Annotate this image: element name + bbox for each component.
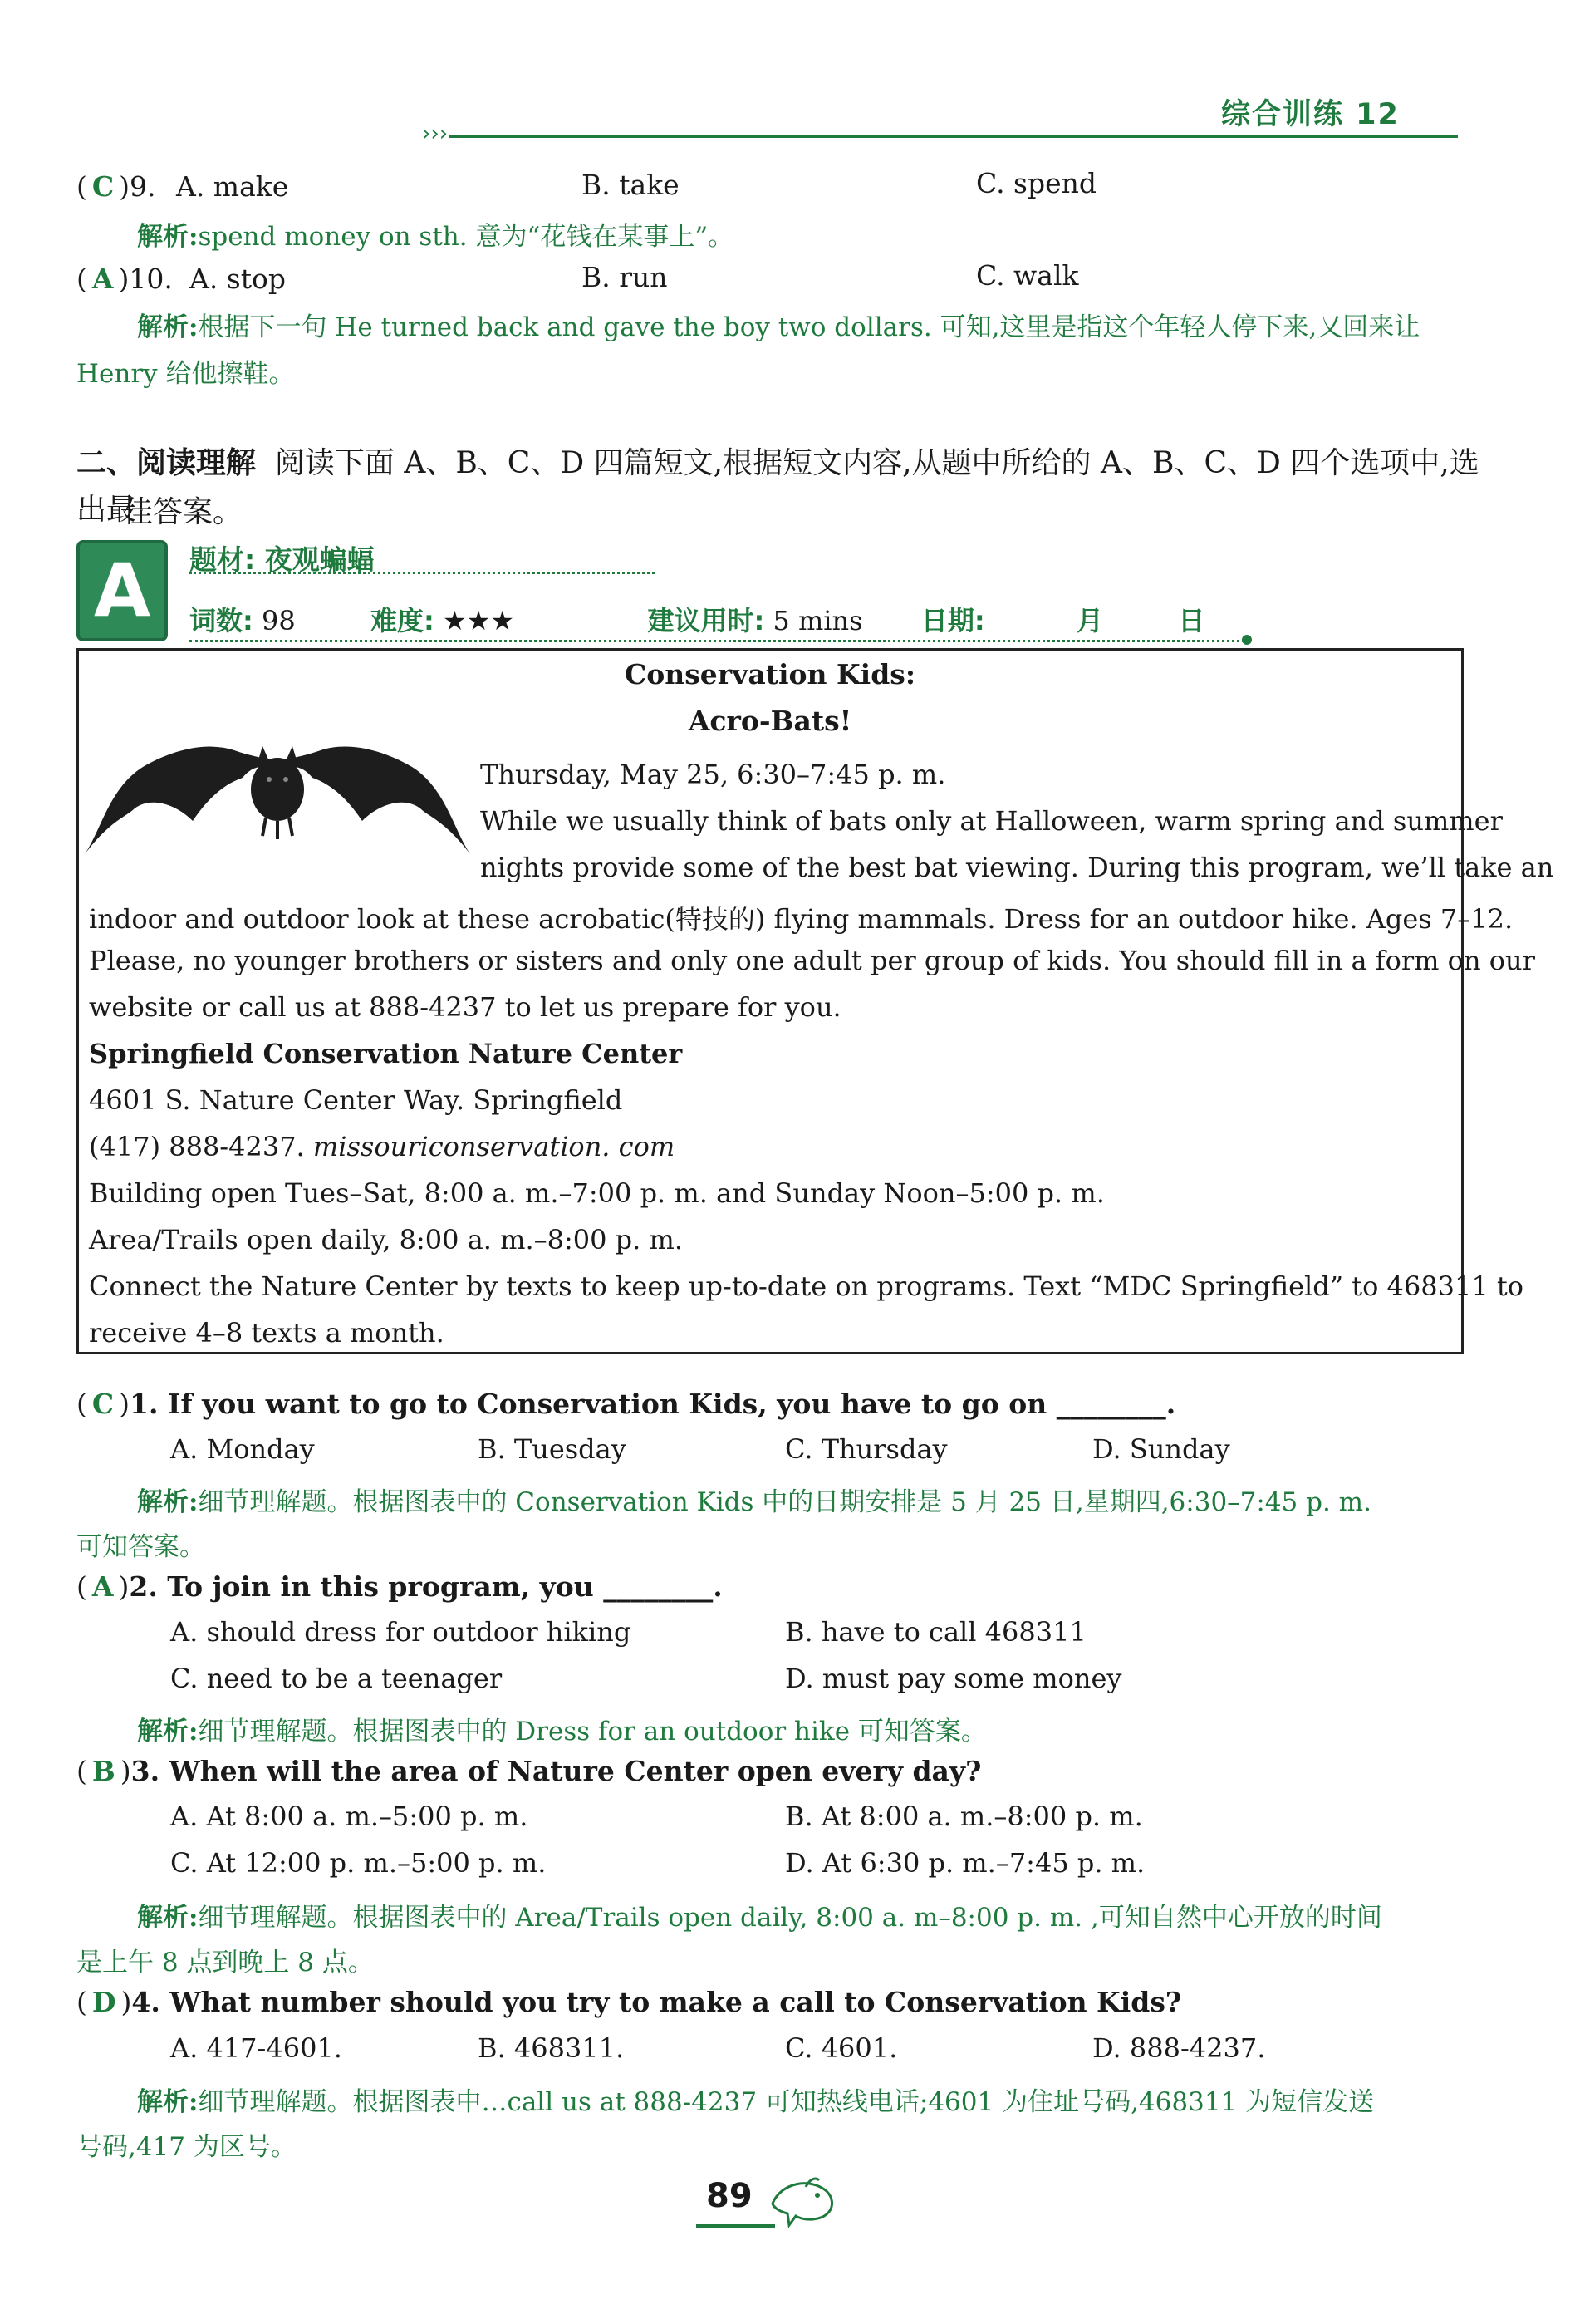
passage-line: nights provide some of the best bat viewing. During this program, we’ll take an: [480, 852, 1554, 883]
q4-option-c: C. 4601.: [785, 2032, 898, 2064]
info-divider-dot: [1242, 635, 1252, 645]
q1-option-c: C. Thursday: [785, 1433, 948, 1465]
cloze-9-explanation: 解析:spend money on sth. 意为“花钱在某事上”。: [137, 222, 734, 252]
page-number-underline: [696, 2224, 775, 2228]
cloze-10-option-c: C. walk: [976, 259, 1079, 292]
q2-option-a: A. should dress for outdoor hiking: [170, 1616, 631, 1648]
q2-option-b: B. have to call 468311: [785, 1616, 1087, 1648]
q4-explanation: 解析:细节理解题。根据图表中…call us at 888-4237 可知热线电话;4601 为住址号码,468311 为短信发送: [137, 2087, 1375, 2117]
answer-letter: A: [91, 263, 114, 295]
question-4: ( D )4. What number should you try to make a call to Conservation Kids?: [76, 1986, 1182, 2018]
center-website: missouriconservation. com: [312, 1131, 675, 1162]
bat-illustration: [85, 738, 471, 858]
q2-option-d: D. must pay some money: [785, 1663, 1122, 1694]
passage-line: indoor and outdoor look at these acrobatic(特技的) flying mammals. Dress for an outdoor hike. Ages 7–12.: [89, 903, 1514, 935]
answer-letter: B: [91, 1755, 115, 1787]
q3-option-d: D. At 6:30 p. m.–7:45 p. m.: [785, 1847, 1146, 1879]
q3-option-b: B. At 8:00 a. m.–8:00 p. m.: [785, 1801, 1143, 1832]
answer-letter: D: [91, 1986, 116, 2018]
texts-line: receive 4–8 texts a month.: [89, 1317, 444, 1349]
q2-option-c: C. need to be a teenager: [170, 1663, 503, 1694]
cloze-9-option-a: A. make: [176, 170, 289, 203]
section-instruction-cont: 佳答案。: [123, 495, 243, 529]
header-rule: [449, 135, 1458, 138]
cloze-10-option-b: B. run: [581, 261, 668, 293]
q1-option-d: D. Sunday: [1092, 1433, 1230, 1465]
topic-line: 题材: 夜观蝙蝠: [189, 543, 375, 576]
passage-line: Please, no younger brothers or sisters and only one adult per group of kids. You should fill in a form on our: [89, 945, 1535, 976]
q1-explanation-cont: 可知答案。: [76, 1532, 205, 1562]
cloze-question-10: ( A )10.: [76, 263, 173, 295]
cloze-10-option-a: A. stop: [189, 263, 286, 295]
q3-explanation: 解析:细节理解题。根据图表中的 Area/Trails open daily, 8:00 a. m–8:00 p. m. ,可知自然中心开放的时间: [137, 1903, 1382, 1933]
center-contact: (417) 888-4237. missouriconservation. com: [89, 1131, 675, 1162]
section-title: 二、阅读理解 阅读下面 A、B、C、D 四篇短文,根据短文内容,从题中所给的 A、B、C、D 四个选项中,选出最: [76, 446, 1479, 527]
question-2: ( A )2. To join in this program, you ________.: [76, 1570, 723, 1603]
passage-line: website or call us at 888-4237 to let us prepare for you.: [89, 991, 841, 1023]
q3-option-c: C. At 12:00 p. m.–5:00 p. m.: [170, 1847, 547, 1879]
cloze-question-9: ( C )9.: [76, 170, 156, 203]
cloze-9-option-b: B. take: [581, 169, 680, 201]
passage-line: While we usually think of bats only at Halloween, warm spring and summer: [480, 805, 1503, 837]
building-hours: Building open Tues–Sat, 8:00 a. m.–7:00 p. m. and Sunday Noon–5:00 p. m.: [89, 1177, 1105, 1209]
q3-explanation-cont: 是上午 8 点到晚上 8 点。: [76, 1948, 374, 1978]
answer-letter: A: [91, 1570, 114, 1603]
q4-option-a: A. 417-4601.: [170, 2032, 342, 2064]
passage-info-row: 词数: 98 难度: ★★★ 建议用时: 5 mins 日期: 月 日: [189, 605, 1205, 636]
passage-badge: A: [76, 540, 168, 641]
q4-option-d: D. 888-4237.: [1092, 2032, 1266, 2064]
header-arrows: ›››: [422, 121, 449, 146]
passage-title-2: Acro-Bats!: [688, 705, 852, 737]
q1-explanation: 解析:细节理解题。根据图表中的 Conservation Kids 中的日期安排是 5 月 25 日,星期四,6:30–7:45 p. m.: [137, 1487, 1371, 1517]
center-address: 4601 S. Nature Center Way. Springfield: [89, 1084, 623, 1116]
texts-line: Connect the Nature Center by texts to keep up-to-date on programs. Text “MDC Springfield” to 468311 to: [89, 1270, 1523, 1302]
passage-title-1: Conservation Kids:: [624, 658, 916, 690]
topic-divider: [189, 572, 655, 574]
q1-option-b: B. Tuesday: [478, 1433, 626, 1465]
q4-explanation-cont: 号码,417 为区号。: [76, 2132, 297, 2162]
q4-option-b: B. 468311.: [478, 2032, 625, 2064]
question-1: ( C )1. If you want to go to Conservation Kids, you have to go on ________.: [76, 1388, 1176, 1420]
cloze-10-explanation: 解析:根据下一句 He turned back and gave the boy two dollars. 可知,这里是指这个年轻人停下来,又回来让: [137, 312, 1420, 342]
answer-letter: C: [91, 1388, 115, 1420]
info-divider: [189, 640, 1244, 642]
answer-letter: C: [91, 170, 115, 203]
question-3: ( B )3. When will the area of Nature Center open every day?: [76, 1755, 982, 1787]
cloze-9-option-c: C. spend: [976, 167, 1097, 199]
q1-option-a: A. Monday: [170, 1433, 315, 1465]
difficulty-stars: ★★★: [443, 605, 515, 636]
cloze-10-explanation-cont: Henry 给他擦鞋。: [76, 359, 295, 389]
q3-option-a: A. At 8:00 a. m.–5:00 p. m.: [170, 1801, 528, 1832]
trail-hours: Area/Trails open daily, 8:00 a. m.–8:00 p. m.: [89, 1224, 683, 1255]
page-header-title: 综合训练 12: [1221, 98, 1400, 131]
center-name: Springfield Conservation Nature Center: [89, 1038, 683, 1069]
dolphin-icon: [764, 2170, 839, 2228]
q2-explanation: 解析:细节理解题。根据图表中的 Dress for an outdoor hike 可知答案。: [137, 1717, 987, 1747]
page-number: 89: [706, 2177, 753, 2215]
passage-date: Thursday, May 25, 6:30–7:45 p. m.: [480, 759, 946, 790]
